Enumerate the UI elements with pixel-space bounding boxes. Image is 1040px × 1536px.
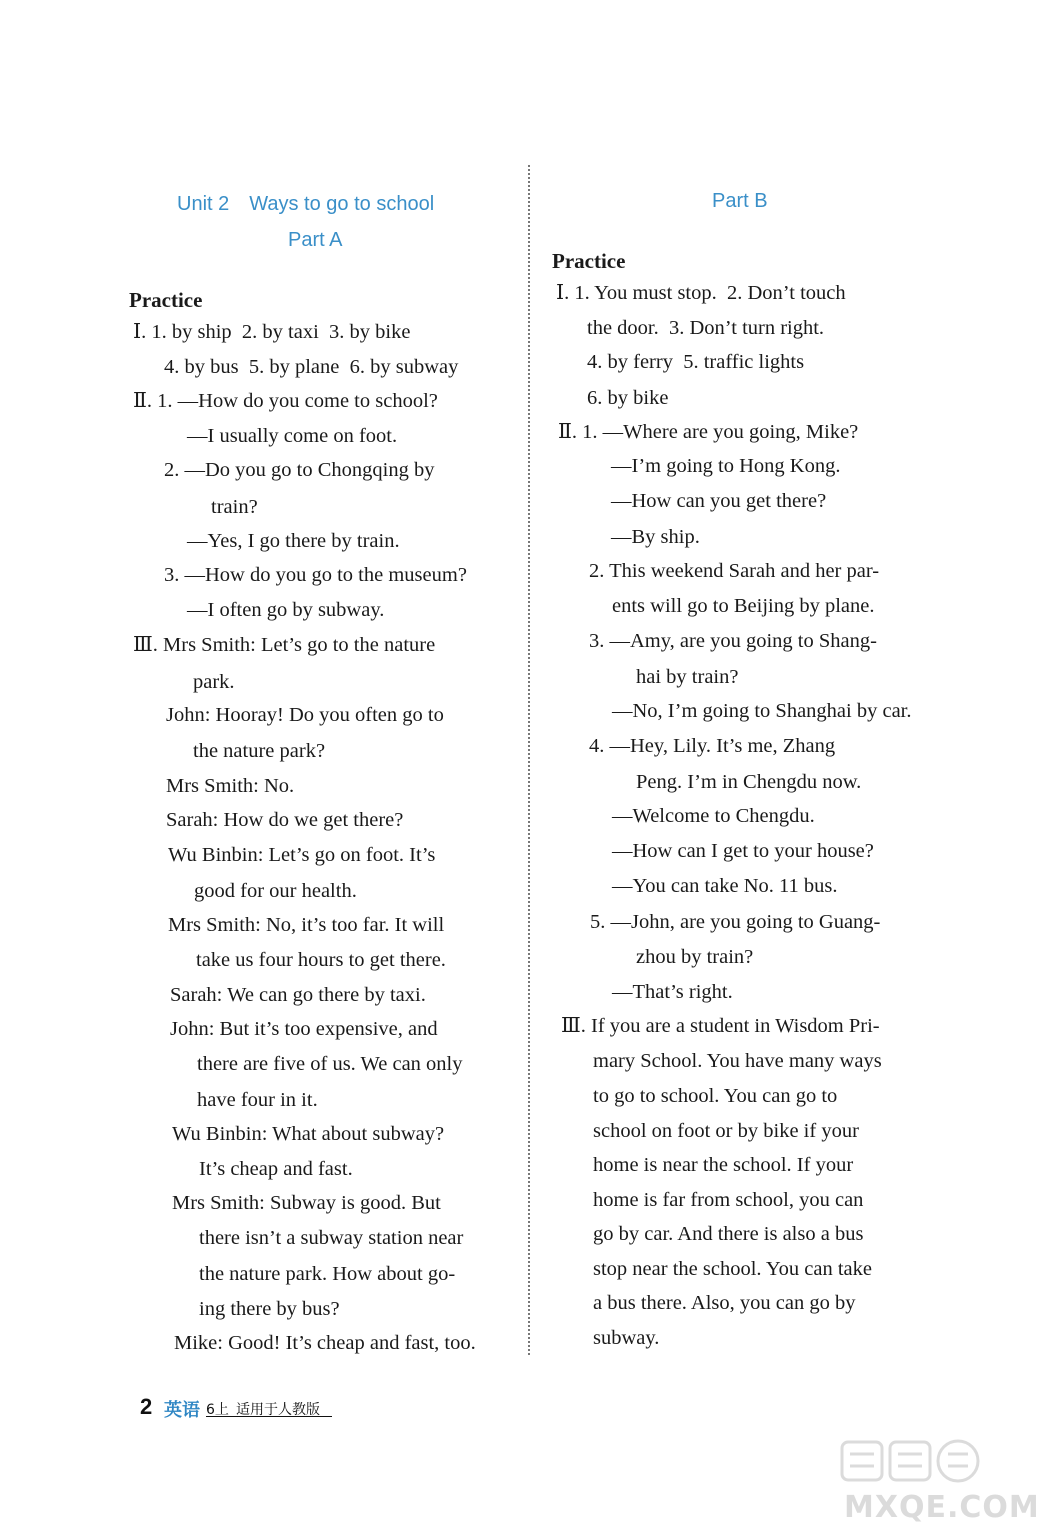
watermark [836, 1436, 1040, 1531]
answer-line: —I usually come on foot. [187, 425, 398, 447]
answer-line: Ⅲ. If you are a student in Wisdom Pri- [561, 1015, 880, 1037]
answer-line: take us four hours to get there. [196, 949, 446, 971]
answer-line: the nature park. How about go- [199, 1263, 456, 1285]
answer-line: —You can take No. 11 bus. [612, 875, 838, 897]
answer-line: 2. This weekend Sarah and her par- [589, 560, 880, 582]
answer-line: the nature park? [193, 740, 326, 762]
grade-label: 6上 [206, 1402, 229, 1418]
answer-line: Ⅲ. Mrs Smith: Let’s go to the nature [133, 634, 436, 656]
answer-line: ents will go to Beijing by plane. [612, 595, 875, 617]
answer-line: —No, I’m going to Shanghai by car. [612, 700, 912, 722]
answer-line: —That’s right. [612, 981, 733, 1003]
answer-line: 4. by bus 5. by plane 6. by subway [164, 356, 459, 378]
answer-line: train? [211, 496, 258, 518]
practice-heading-right: Practice [552, 249, 626, 273]
answer-line: home is near the school. If your [593, 1154, 854, 1176]
answer-line: —Welcome to Chengdu. [612, 805, 815, 827]
answer-line: —By ship. [611, 526, 700, 548]
answer-line: John: But it’s too expensive, and [170, 1018, 438, 1040]
answer-line: home is far from school, you can [593, 1189, 864, 1211]
answer-line: Mike: Good! It’s cheap and fast, too. [174, 1332, 476, 1354]
part-a-title: Part A [288, 229, 343, 251]
answer-line: It’s cheap and fast. [199, 1158, 353, 1180]
unit-title: Unit 2 Ways to go to school [177, 193, 435, 215]
answer-line: there are five of us. We can only [197, 1053, 463, 1075]
column-divider [528, 165, 530, 1355]
answer-line: stop near the school. You can take [593, 1258, 872, 1280]
answer-line: —I often go by subway. [187, 599, 385, 621]
watermark-text: MXQE.COM [844, 1490, 1040, 1525]
answer-line: Mrs Smith: No, it’s too far. It will [168, 914, 445, 936]
answer-line: there isn’t a subway station near [199, 1227, 464, 1249]
answer-line: the door. 3. Don’t turn right. [587, 317, 825, 339]
answer-line: ing there by bus? [199, 1298, 340, 1320]
answer-line: Ⅱ. 1. —Where are you going, Mike? [558, 421, 859, 443]
answer-line: to go to school. You can go to [593, 1085, 838, 1107]
answer-line: Ⅱ. 1. —How do you come to school? [133, 390, 438, 412]
answer-line: school on foot or by bike if your [593, 1120, 859, 1142]
answer-line: park. [193, 671, 235, 693]
answer-line: Wu Binbin: Let’s go on foot. It’s [168, 844, 436, 866]
answer-line: zhou by train? [636, 946, 754, 968]
answer-line: 5. —John, are you going to Guang- [590, 911, 881, 933]
answer-line: mary School. You have many ways [593, 1050, 882, 1072]
answer-line: —How can you get there? [611, 490, 827, 512]
answer-line: —How can I get to your house? [612, 840, 874, 862]
answer-line: Sarah: We can go there by taxi. [170, 984, 426, 1006]
answer-line: Peng. I’m in Chengdu now. [636, 771, 862, 793]
answer-line: Sarah: How do we get there? [166, 809, 404, 831]
answer-line: have four in it. [197, 1089, 318, 1111]
edition-label: 适用于人教版 [236, 1402, 320, 1418]
answer-line: go by car. And there is also a bus [593, 1223, 864, 1245]
answer-line: subway. [593, 1327, 660, 1349]
subject-label: 英语 [164, 1400, 200, 1421]
answer-line: a bus there. Also, you can go by [593, 1292, 856, 1314]
answer-line: Mrs Smith: Subway is good. But [172, 1192, 441, 1214]
answer-line: Mrs Smith: No. [166, 775, 295, 797]
answer-line: good for our health. [194, 880, 357, 902]
answer-line: 3. —How do you go to the museum? [164, 564, 467, 586]
answer-line: —Yes, I go there by train. [187, 530, 400, 552]
answer-line: 2. —Do you go to Chongqing by [164, 459, 435, 481]
page-number: 2 [140, 1394, 153, 1419]
answer-line: —I’m going to Hong Kong. [611, 455, 841, 477]
answer-line: Ⅰ. 1. by ship 2. by taxi 3. by bike [133, 321, 411, 343]
answer-line: Wu Binbin: What about subway? [172, 1123, 445, 1145]
answer-line: John: Hooray! Do you often go to [166, 704, 444, 726]
page-footer [140, 1394, 340, 1424]
watermark-seal-icon [836, 1436, 986, 1486]
answer-line: hai by train? [636, 666, 739, 688]
part-b-title: Part B [712, 190, 768, 212]
practice-heading-left: Practice [129, 288, 203, 312]
answer-line: 6. by bike [587, 387, 669, 409]
answer-line: 4. —Hey, Lily. It’s me, Zhang [589, 735, 836, 757]
footer-underline [206, 1416, 332, 1417]
answer-line: 4. by ferry 5. traffic lights [587, 351, 805, 373]
answer-line: 3. —Amy, are you going to Shang- [589, 630, 877, 652]
answer-line: Ⅰ. 1. You must stop. 2. Don’t touch [556, 282, 846, 304]
